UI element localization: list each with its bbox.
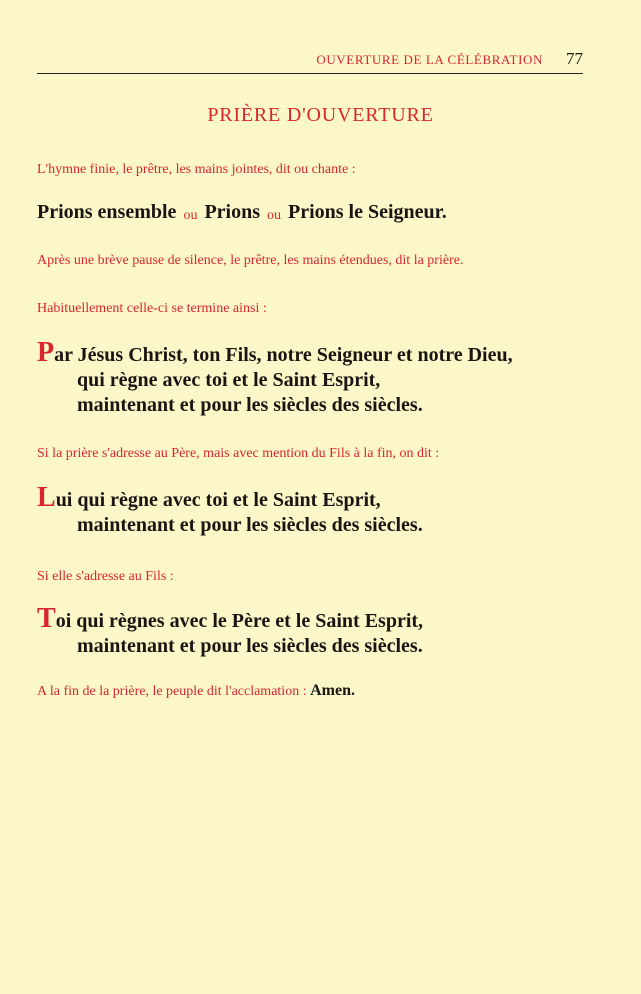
conclusion-father-text-1: ui qui règne avec toi et le Saint Esprit, (55, 489, 381, 511)
conclusion-father-line-2: maintenant et pour les siècles des siècles. (77, 514, 423, 536)
invitation-or-1: ou (183, 208, 198, 223)
page-title: PRIÈRE D'OUVERTURE (207, 104, 434, 126)
amen-response: Amen. (310, 682, 355, 699)
rubric-amen-text: A la fin de la prière, le peuple dit l'acclamation : (37, 684, 307, 699)
conclusion-son-line-1 (37, 603, 424, 634)
conclusion-long-line-3: maintenant et pour les siècles des siècles. (77, 394, 423, 416)
page-header (37, 49, 583, 74)
page-number: 77 (566, 49, 583, 68)
rubric-conclusion: Habituellement celle-ci se termine ainsi : (37, 301, 267, 316)
conclusion-long (37, 337, 513, 418)
rubric-amen (37, 682, 355, 700)
conclusion-long-text-1: ar Jésus Christ, ton Fils, notre Seigneur et notre Dieu, (54, 344, 513, 366)
conclusion-long-line-2: qui règne avec toi et le Saint Esprit, (77, 369, 381, 391)
conclusion-long-line-1 (37, 337, 513, 368)
conclusion-father-line-1 (37, 482, 423, 513)
invitation-or-2: ou (267, 208, 281, 223)
invitation-option-2: Prions (204, 201, 260, 223)
rubric-son: Si elle s'adresse au Fils : (37, 569, 174, 584)
invitation-option-1: Prions ensemble (37, 201, 177, 223)
invitation-option-3: Prions le Seigneur. (288, 201, 447, 223)
rubric-silence: Après une brève pause de silence, le prêtre, les mains étendues, dit la prière. (37, 253, 464, 268)
conclusion-father (37, 482, 423, 538)
running-head: OUVERTURE DE LA CÉLÉBRATION (316, 52, 543, 67)
rubric-hymn: L'hymne finie, le prêtre, les mains jointes, dit ou chante : (37, 162, 356, 177)
invitation-to-prayer (37, 201, 447, 224)
conclusion-son-line-2: maintenant et pour les siècles des siècles. (77, 635, 423, 657)
drop-cap: P (37, 337, 55, 368)
conclusion-son (37, 603, 424, 659)
rubric-father: Si la prière s'adresse au Père, mais avec mention du Fils à la fin, on dit : (37, 446, 440, 461)
drop-cap: T (37, 603, 56, 634)
conclusion-son-text-1: oi qui règnes avec le Père et le Saint Esprit, (55, 610, 424, 632)
drop-cap: L (37, 482, 56, 513)
